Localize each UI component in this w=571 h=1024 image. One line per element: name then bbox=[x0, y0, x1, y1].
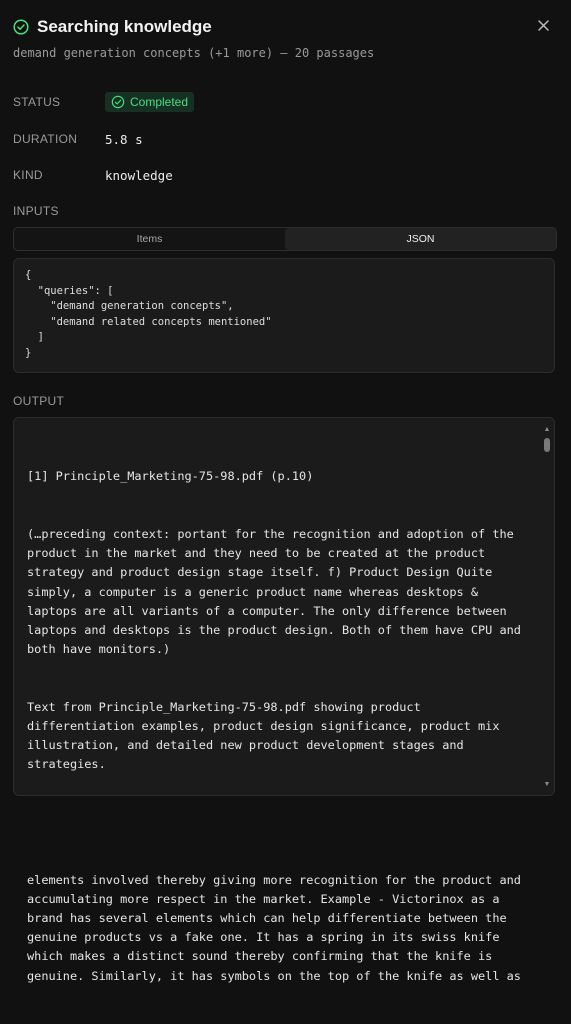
duration-value: 5.8 s bbox=[105, 131, 143, 147]
scroll-down-icon[interactable]: ▼ bbox=[543, 781, 551, 788]
inputs-label: INPUTS bbox=[13, 204, 59, 218]
output-box[interactable] bbox=[13, 417, 555, 983]
panel-subtitle: demand generation concepts (+1 more) — 20 passages bbox=[13, 46, 375, 60]
output-text bbox=[27, 429, 535, 1024]
status-badge bbox=[105, 92, 194, 112]
check-circle-icon bbox=[13, 19, 29, 35]
close-button[interactable] bbox=[534, 16, 554, 36]
output-paragraph: elements involved thereby giving more recognition for the product and accumulating more respect in the market. Example - Victorinox as a brand has several elements which can help differentiate between the genuine products vs a fake one. It has a spring in its swiss knife which makes a distinct sound thereby confirming that the knife is genuine. Similarly, it has symbols on the top of the knife as well as bbox=[27, 872, 529, 983]
output-paragraph: [1] Principle_Marketing-75-98.pdf (p.10) bbox=[27, 469, 314, 484]
duration-label: DURATION bbox=[13, 132, 78, 146]
output-label: OUTPUT bbox=[13, 394, 65, 408]
scroll-up-icon[interactable]: ▲ bbox=[543, 426, 551, 433]
tab-json[interactable]: JSON bbox=[285, 228, 556, 250]
check-circle-icon bbox=[111, 95, 125, 109]
panel-header bbox=[13, 15, 558, 65]
inputs-json-text: { "queries": [ "demand generation concepts", "demand related concepts mentioned" ] } bbox=[25, 269, 272, 359]
status-label: STATUS bbox=[13, 95, 61, 109]
inputs-tabs bbox=[13, 227, 557, 251]
kind-value: knowledge bbox=[105, 167, 173, 183]
close-icon bbox=[534, 16, 554, 36]
panel-title: Searching knowledge bbox=[37, 17, 212, 36]
scroll-thumb[interactable] bbox=[544, 438, 550, 452]
status-value: Completed bbox=[130, 95, 189, 109]
kind-row bbox=[13, 164, 558, 186]
kind-label: KIND bbox=[13, 168, 43, 182]
tab-items[interactable]: Items bbox=[136, 233, 163, 245]
output-scrollbar[interactable] bbox=[543, 426, 551, 789]
output-paragraph: Text from Principle_Marketing-75-98.pdf showing product differentiation examples, product design significance, product mix illustration, and detailed new product development stages and strategies. bbox=[27, 699, 507, 772]
duration-row bbox=[13, 128, 558, 150]
inputs-json-box bbox=[13, 258, 555, 373]
status-row bbox=[13, 91, 558, 113]
output-paragraph: (…preceding context: portant for the recognition and adoption of the product in the market and they need to be created at the product strategy and product design stage itself. f) Product Design Quite simply, a computer is a generic product name whereas desktops & laptops are all variants of a computer. The only difference between laptops and desktops is the product design. Both of them have CPU and both have monitors.) bbox=[27, 527, 529, 657]
output-blank-line bbox=[27, 813, 535, 832]
title-row bbox=[13, 15, 558, 39]
